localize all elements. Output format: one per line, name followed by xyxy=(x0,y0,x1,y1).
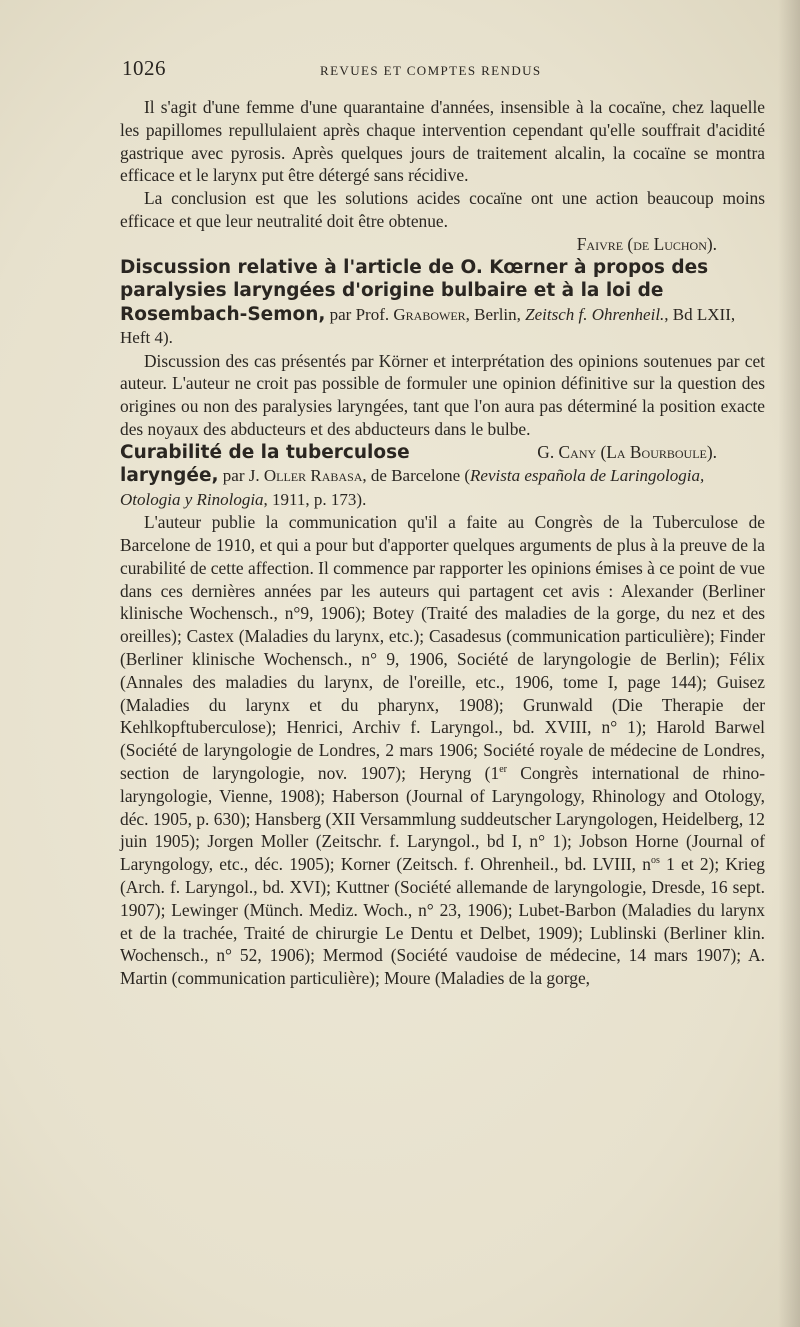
entry-title-text: Discussion relative à l'article de O. Kœrner à propos des paralysies laryngées d'origine bulbaire et à la loi de Rosembach-Semon, xyxy=(120,256,709,325)
signature: G. Cany (La Bourboule). xyxy=(537,441,717,462)
page-number: 1026 xyxy=(122,56,166,80)
signature: Faivre (de Luchon). xyxy=(576,233,717,254)
paragraph: La conclusion est que les solutions acides cocaïne ont une action beaucoup moins efficace et que leur neutralité doit être obtenue. xyxy=(120,188,765,231)
entry-title-text: Curabilité de la tuberculose laryngée, xyxy=(120,441,410,487)
page-header xyxy=(122,56,765,84)
paragraph: Discussion des cas présentés par Körner et interprétation des opinions soutenues par cet auteur. L'auteur ne croit pas possible de formuler une opinion définitive sur la question des origines ou non des paralysies laryngées, tant que l'on aura pas déterminé la position exacte des noyaux des abducteurs et des abducteurs dans le bulbe. G. Cany (La Bourboule). xyxy=(120,350,765,462)
paragraph: Il s'agit d'une femme d'une quarantaine d'années, insensible à la cocaïne, chez laquelle les papillomes repullulaient après chaque intervention cependant qu'elle souffrait d'acidité gastrique avec pyrosis. Après quelques jours de traitement alcalin, la cocaïne se montra efficace et le larynx put être détergé sans récidive. xyxy=(120,97,765,186)
paragraph: L'auteur publie la communication qu'il a faite au Congrès de la Tuberculose de Barcelone de 1910, et qui a pour but d'apporter quelques arguments de plus à la preuve de la curabilité de cette affection. Il commence par rapporter les opinions émises à ce point de vue dans ces dernières années par les auteurs qui partagent cet avis : Alexander (Berliner klinische Wochensch., n°9, 1906); Botey (Traité des maladies de la gorge, du nez et des oreilles); Castex (Maladies du larynx, etc.); Casadesus (communication particulière); Finder (Berliner klinische Wochensch., n° 9, 1906, Société de laryngologie de Berlin); Félix (Annales des maladies du larynx, de l'oreille, etc., 1906, tome I, page 144); Guisez (Maladies du larynx et du pharynx, 1908); Grunwald (Die Therapie der Kehlkopftuberculose); Henrici, Archiv f. Laryngol., bd. XVIII, n° 1); Harold Barwel (Société de laryngologie de Londres, 2 mars 1906; Société royale de médecine de Londres, section de laryngologie, nov. 1907); Heryng (1er Congrès international de rhino-laryngologie, Vienne, 1908); Haberson (Journal of Laryngology, Rhinology and Otology, déc. 1905, p. 630); Hansberg (XII Versammlung suddeutscher Laryngologen, Heidelberg, 12 juin 1905); Jorgen Moller (Zeitschr. f. Laryngol., bd I, n° 1); Jobson Horne (Journal of Laryngology, etc., déc. 1905); Korner (Zeitsch. f. Ohrenheil., bd. LVIII, $n^{os}$ 1 et 2); Krieg (Arch. f. Laryngol., bd. XVI); Kuttner (Société allemande de laryngologie, Dresde, 16 sept. 1907); Lewinger (Münch. Mediz. Woch., n° 23, 1906); Lubet-Barbon (Maladies du larynx et de la trachée, Traité de chirurgie Le Dentu et Delbet, 1909); Lublinski (Berliner klin. Wochensch., n° 52, 1906); Mermod (Société vaudoise de médecine, 14 mars 1907); A. Martin (communication particulière); Moure (Maladies de la gorge, xyxy=(120,512,766,989)
entry-reference: par Prof. Grabower, Berlin, Zeitsch f. Ohrenheil., Bd LXII, Heft 4). xyxy=(120,304,736,348)
running-head: REVUES ET COMPTES RENDUS xyxy=(320,63,542,78)
body-text xyxy=(120,96,765,990)
entry-reference: par J. Oller Rabasa, de Barcelone (Revista española de Laringologia, Otologia y Rinologia, 1911, p. 173). xyxy=(120,466,705,509)
page-edge-shadow xyxy=(778,0,800,1327)
entry-title xyxy=(120,256,765,350)
